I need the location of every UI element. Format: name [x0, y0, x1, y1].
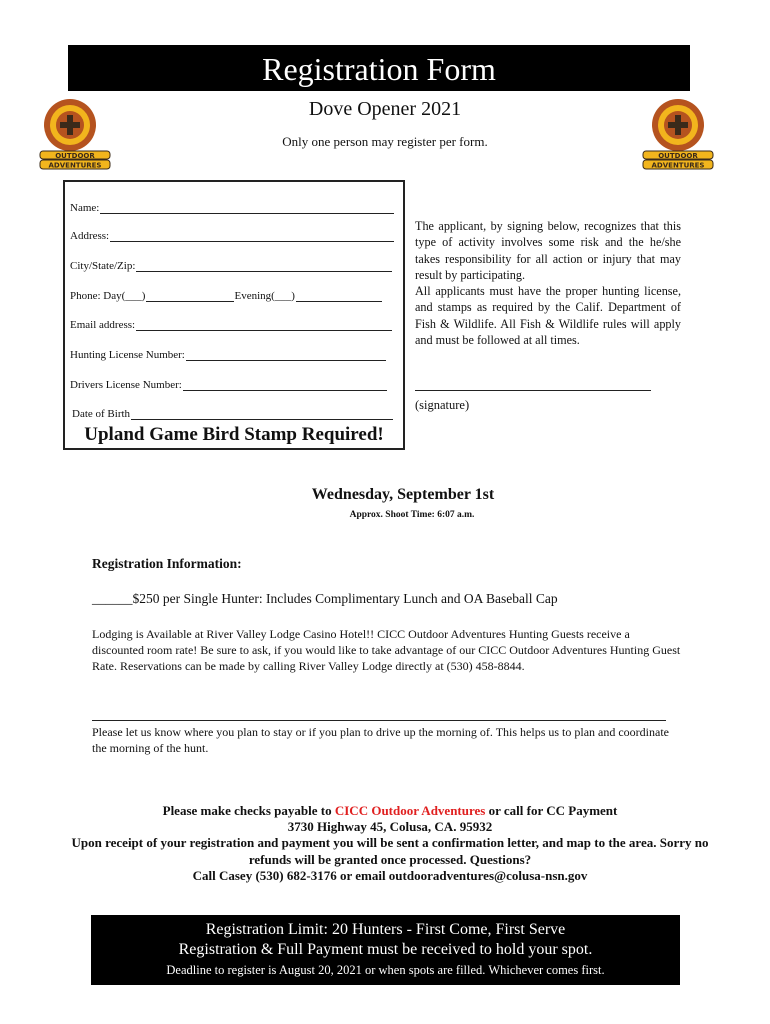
registration-deadline: Deadline to register is August 20, 2021 or when spots are filled. Whichever comes first.: [166, 963, 605, 977]
one-person-note: Only one person may register per form.: [282, 134, 488, 149]
payee-name: CICC Outdoor Adventures: [334, 803, 486, 818]
hunting-license-label: Hunting License Number:: [70, 349, 185, 361]
event-date: Wednesday, September 1st: [311, 486, 495, 503]
email-field[interactable]: [70, 319, 392, 331]
stamp-required-notice: Upland Game Bird Stamp Required!: [84, 424, 384, 445]
city-state-zip-label: City/State/Zip:: [70, 260, 136, 272]
logo-text-bottom: ADVENTURES: [651, 161, 705, 170]
date-of-birth-label: Date of Birth: [72, 408, 131, 420]
shoot-time: Approx. Shoot Time: 6:07 a.m.: [349, 510, 475, 520]
payment-line-1: Please make checks payable to CICC Outdoor Adventures or call for CC Payment: [162, 803, 618, 818]
city-state-zip-field[interactable]: [70, 260, 392, 272]
single-hunter-price-option[interactable]: ______$250 per Single Hunter: Includes Complimentary Lunch and OA Baseball Cap: [92, 591, 558, 606]
logo-text-bottom: ADVENTURES: [48, 161, 102, 170]
signature-label: (signature): [415, 398, 470, 412]
phone-day-label: Phone: Day(___): [70, 290, 146, 302]
liability-waiver: [415, 218, 681, 348]
date-of-birth-field[interactable]: [72, 408, 393, 420]
confirmation-note: Upon receipt of your registration and payment you will be sent a confirmation letter, and map to the area. Sorry no refunds will be granted once processed. Questions?: [71, 835, 709, 867]
payment-address: 3730 Highway 45, Colusa, CA. 95932: [287, 819, 493, 835]
name-field[interactable]: [70, 202, 394, 214]
registration-limit: Registration Limit: 20 Hunters - First Come, First Serve: [205, 921, 566, 938]
phone-field[interactable]: [70, 290, 382, 302]
logo-text-top: OUTDOOR: [658, 152, 698, 160]
phone-evening-label: Evening(___): [234, 290, 295, 302]
drivers-license-label: Drivers License Number:: [70, 379, 182, 391]
logo-text-top: OUTDOOR: [55, 152, 95, 160]
event-subtitle: Dove Opener 2021: [308, 98, 462, 120]
outdoor-adventures-logo-right: [640, 95, 716, 171]
payment-info: [60, 803, 720, 884]
registrant-info-box: [63, 180, 405, 450]
outdoor-adventures-logo-left: [38, 95, 114, 171]
registration-info-heading: Registration Information:: [92, 556, 242, 571]
payment-requirement: Registration & Full Payment must be received to hold your spot.: [178, 941, 593, 958]
page-title: Registration Form: [68, 45, 690, 91]
signature-line[interactable]: [415, 390, 651, 391]
lodging-info: Lodging is Available at River Valley Lodge Casino Hotel!! CICC Outdoor Adventures Hunting Guests receive a discounted room rate! Be sure to ask, if you would like to take advantage of our CICC Outdoor Adventures Hunting Guest Rate. Reservations can be made by calling River Valley Lodge directly at (530) 458-8844.: [92, 627, 681, 673]
stay-plan-line[interactable]: [92, 720, 666, 721]
email-label: Email address:: [70, 319, 136, 331]
drivers-license-field[interactable]: [70, 379, 387, 391]
address-field[interactable]: [70, 230, 394, 242]
registration-limit-banner: [91, 915, 680, 985]
contact-info: Call Casey (530) 682-3176 or email outdooradventures@colusa-nsn.gov: [192, 867, 588, 883]
name-label: Name:: [70, 202, 100, 214]
address-label: Address:: [70, 230, 110, 242]
waiver-paragraph-2: All applicants must have the proper hunting license, and stamps as required by the Calif. Department of Fish & Wildlife. All Fish & Wildlife rules will apply and must be followed at all times.: [415, 284, 681, 348]
hunting-license-field[interactable]: [70, 349, 386, 361]
stay-plan-instructions: Please let us know where you plan to stay or if you plan to drive up the morning of. This helps us to plan and coordinate the morning of the hunt.: [92, 725, 670, 755]
waiver-paragraph-1: The applicant, by signing below, recognizes that this type of activity involves some risk and the he/she takes responsibility for all action or injury that may result by participating.: [415, 219, 681, 282]
